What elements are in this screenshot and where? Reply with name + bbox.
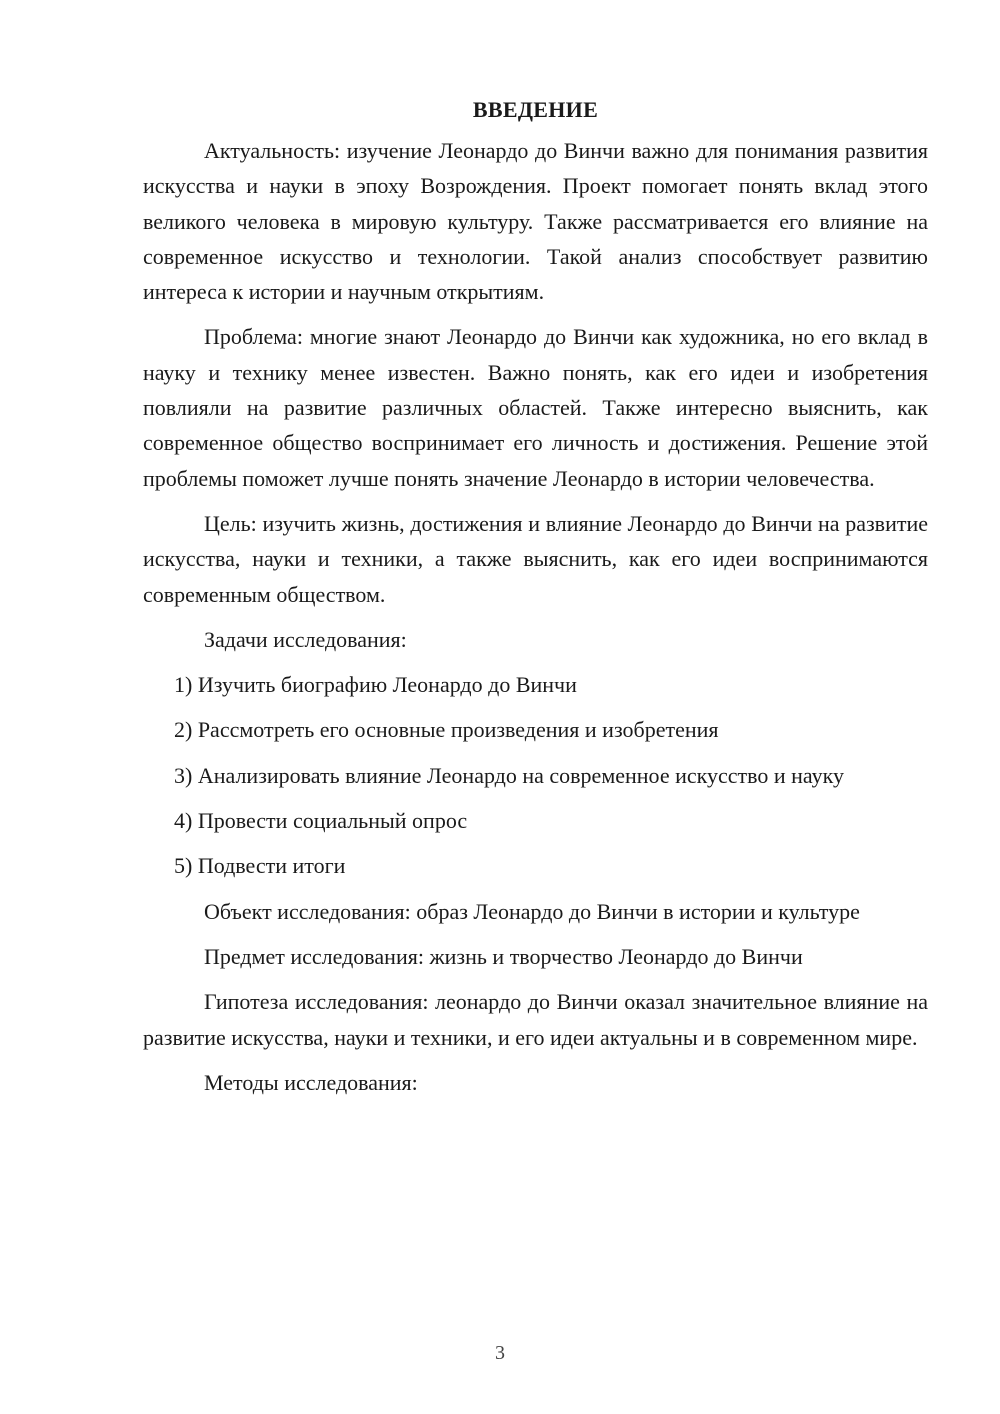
task-item-2: 2) Рассмотреть его основные произведения и изобретения [174,717,719,743]
goal-paragraph: Цель: изучить жизнь, достижения и влияние Леонардо до Винчи на развитие искусства, науки и техники, а также выяснить, как его идеи воспринимаются современным обществом. [143,510,928,607]
subject-paragraph: Предмет исследования: жизнь и творчество Леонардо до Винчи [204,943,803,969]
methods-title: Методы исследования: [204,1069,418,1095]
problem-paragraph: Проблема: многие знают Леонардо до Винчи как художника, но его вклад в науку и технику менее известен. Важно понять, как его идеи и изобретения повлияли на развитие различных областей. Также интересно выяснить, как современное общество воспринимает его личность и достижения. Решение этой проблемы поможет лучше понять значение Леонардо в истории человечества. [143,324,928,491]
object-paragraph: Объект исследования: образ Леонардо до Винчи в истории и культуре [204,898,860,924]
document-page [143,92,928,1100]
section-heading: ВВЕДЕНИЕ [472,97,599,122]
page-number: 3 [495,1342,505,1364]
task-item-1: 1) Изучить биографию Леонардо до Винчи [174,672,577,698]
relevance-paragraph: Актуальность: изучение Леонардо до Винчи важно для понимания развития искусства и науки в эпоху Возрождения. Проект помогает понять вклад этого великого человека в мировую культуру. Также рассматривается его влияние на современное искусство и технологии. Такой анализ способствует развитию интереса к истории и научным открытиям. [143,138,928,305]
task-item-5: 5) Подвести итоги [174,853,346,879]
task-item-4: 4) Провести социальный опрос [174,808,468,834]
tasks-title: Задачи исследования: [204,626,407,652]
hypothesis-paragraph: Гипотеза исследования: леонардо до Винчи оказал значительное влияние на развитие искусства, науки и техники, и его идеи актуальны и в современном мире. [143,989,928,1050]
task-item-3: 3) Анализировать влияние Леонардо на современное искусство и науку [174,762,844,788]
